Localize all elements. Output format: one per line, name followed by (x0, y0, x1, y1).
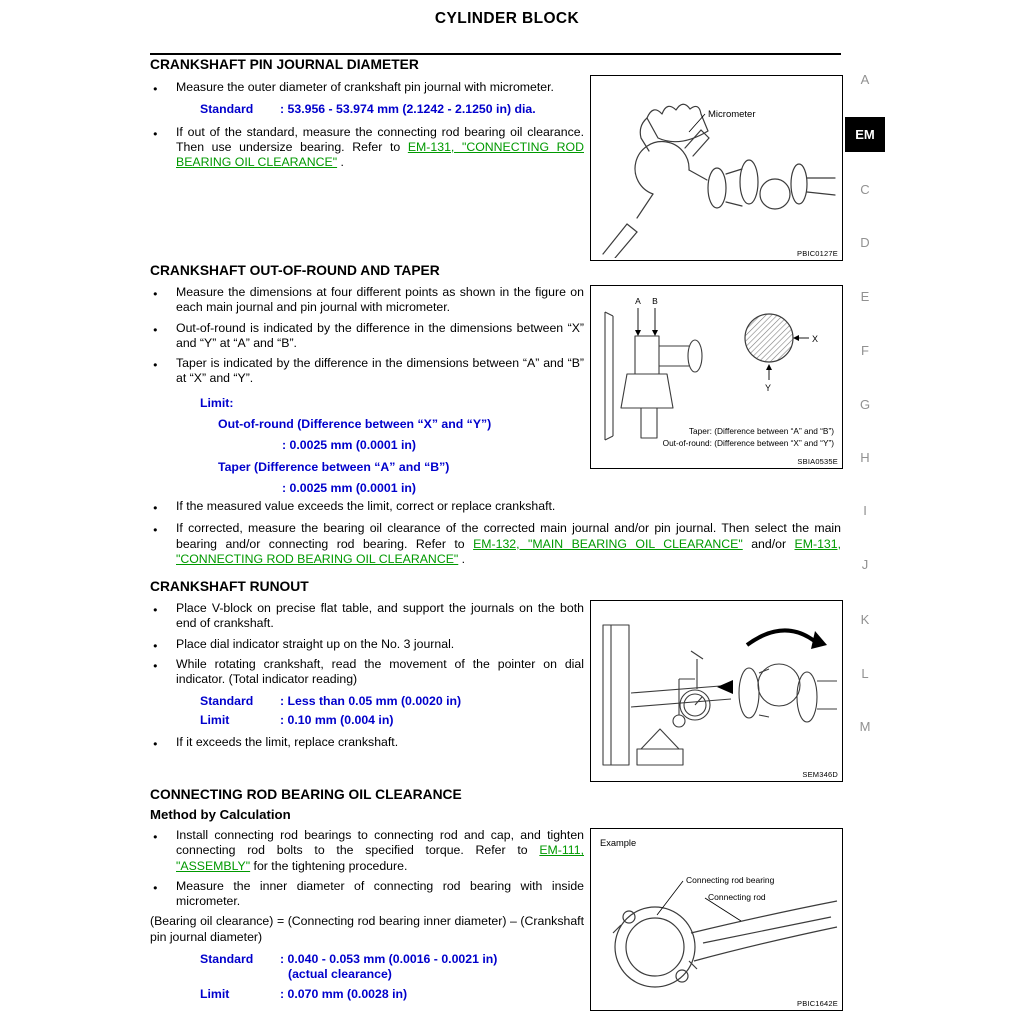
spec-label: Limit (200, 986, 230, 1001)
bullet-text: Out-of-round is indicated by the difference in the dimensions between “X” and “Y” at “A” and “B”. (176, 320, 584, 350)
connecting-rod-illustration (591, 829, 840, 1008)
spec-value: : Less than 0.05 mm (0.0020 in) (280, 694, 462, 709)
bullet-item (150, 657, 584, 688)
text-run: . (337, 155, 344, 170)
bullet-text: Place dial indicator straight up on the No. 3 journal. (176, 636, 455, 651)
figure2-caption-taper: Taper: (Difference between “A” and “B”) (688, 426, 834, 436)
bullet-marker (150, 521, 176, 567)
figure-code: PBIC0127E (797, 249, 838, 258)
figure2-label-y: Y (765, 383, 772, 393)
figure2-label-b: B (652, 296, 658, 306)
margin-tab-k: K (860, 612, 870, 627)
bullet-text (176, 125, 584, 171)
bullet-item (150, 499, 841, 514)
section-body-pin-journal (150, 80, 584, 175)
bullet-marker (150, 499, 176, 514)
limit-spec-block (200, 396, 584, 496)
page-title: CYLINDER BLOCK (434, 10, 580, 27)
margin-tab-a: A (860, 72, 870, 87)
cross-reference-link-em131-2[interactable]: EM-131, "CONNECTING ROD BEARING OIL CLEARANCE" (176, 536, 842, 566)
section-body-out-of-round-wide (150, 499, 841, 572)
spec-value (280, 952, 584, 983)
bullet-text: Measure the dimensions at four different points as shown in the figure on each main journal and pin journal with micrometer. (176, 285, 584, 315)
text-run: If out of the standard, measure the connecting rod bearing oil clearance. Then use undersize bearing. Refer to (176, 124, 584, 154)
margin-tab-e: E (860, 289, 870, 304)
figure4-example-label: Example (600, 838, 637, 848)
bullet-text: If it exceeds the limit, replace crankshaft. (176, 735, 399, 750)
crankshaft-micrometer-illustration (591, 76, 840, 258)
spec-limit (200, 713, 584, 728)
bullet-marker (150, 601, 176, 632)
section-body-rod-bearing (150, 807, 584, 1009)
bullet-text: Place V-block on precise flat table, and support the journals on the both end of crankshaft. (176, 601, 584, 631)
out-of-round-taper-illustration (591, 286, 840, 466)
cross-reference-link-em131[interactable]: EM-131, "CONNECTING ROD BEARING OIL CLEARANCE" (176, 139, 584, 170)
bullet-item (150, 521, 841, 567)
spec-standard (200, 694, 584, 709)
margin-tab-l: L (861, 666, 869, 681)
bullet-item (150, 735, 584, 750)
figure4-callout-bearing: Connecting rod bearing (686, 875, 775, 885)
bullet-marker (150, 285, 176, 316)
text-run: and/or (742, 536, 795, 551)
text-run: Install connecting rod bearings to connecting rod and cap, and tighten connecting rod bolts to the specified torque. Refer to (176, 828, 584, 858)
spec-value: : 0.10 mm (0.004 in) (280, 712, 394, 727)
spec-value-main: : 0.040 - 0.053 mm (0.0016 - 0.0021 in) (280, 952, 498, 967)
bullet-text: Measure the outer diameter of crankshaft pin journal with micrometer. (176, 80, 554, 94)
figure-pin-journal-micrometer (590, 75, 843, 261)
spec-value-note: (actual clearance) (288, 967, 392, 982)
runout-dial-indicator-illustration (591, 601, 840, 779)
margin-tab-j: J (861, 557, 869, 572)
bullet-marker (150, 637, 176, 652)
taper-label: Taper (Difference between “A” and “B”) (218, 459, 450, 474)
figure2-label-a: A (635, 296, 641, 306)
taper-value: : 0.0025 mm (0.0001 in) (282, 480, 416, 495)
bullet-item (150, 637, 584, 652)
bullet-item (150, 356, 584, 387)
bullet-item (150, 879, 584, 910)
figure4-callout-rod: Connecting rod (708, 892, 766, 902)
section-heading-out-of-round-taper: CRANKSHAFT OUT-OF-ROUND AND TAPER (150, 263, 440, 278)
bullet-marker (150, 657, 176, 688)
text-run: If corrected, measure the bearing oil clearance of the corrected main journal and/or pin journal. Then select the main bearing and/or connecting rod bearing. Refer to (176, 521, 841, 551)
bullet-marker (150, 321, 176, 352)
figure-connecting-rod (590, 828, 843, 1011)
margin-tab-h: H (860, 450, 870, 465)
margin-tab-i: I (863, 503, 867, 518)
bullet-marker (150, 735, 176, 750)
margin-tab-em-active: EM (845, 117, 885, 152)
figure-crankshaft-runout (590, 600, 843, 782)
spec-standard (200, 102, 584, 117)
figure2-caption-out-of-round: Out-of-round: (Difference between “X” and “Y”) (662, 438, 834, 448)
bullet-text: If the measured value exceeds the limit, correct or replace crankshaft. (176, 499, 556, 513)
spec-label: Standard (200, 952, 254, 967)
spec-label: Standard (200, 694, 254, 709)
cross-reference-link-em111[interactable]: EM-111, "ASSEMBLY" (176, 843, 584, 873)
spec-value: : 0.070 mm (0.0028 in) (280, 986, 408, 1001)
bullet-text: While rotating crankshaft, read the movement of the pointer on dial indicator. (Total indicator reading) (176, 656, 584, 687)
section-body-runout (150, 601, 584, 755)
bullet-text (176, 521, 841, 567)
margin-tab-f: F (861, 343, 869, 358)
spec-value: : 53.956 - 53.974 mm (2.1242 - 2.1250 in) dia. (280, 102, 536, 117)
figure-code: PBIC1642E (797, 999, 838, 1008)
bullet-item (150, 321, 584, 352)
margin-tab-g: G (859, 397, 871, 412)
spec-standard (200, 952, 584, 983)
spec-limit (200, 987, 584, 1002)
section-heading-crankshaft-runout: CRANKSHAFT RUNOUT (150, 579, 309, 594)
content-top-rule (150, 53, 841, 55)
figure1-callout-micrometer: Micrometer (708, 109, 756, 120)
bullet-item (150, 828, 584, 874)
bullet-marker (150, 125, 176, 171)
figure-code: SEM346D (802, 770, 838, 779)
section-body-out-of-round (150, 285, 584, 502)
bullet-item (150, 285, 584, 316)
bullet-marker (150, 879, 176, 910)
spec-label: Standard (200, 102, 254, 117)
bullet-item (150, 601, 584, 632)
bullet-marker (150, 356, 176, 387)
section-heading-pin-journal-diameter: CRANKSHAFT PIN JOURNAL DIAMETER (150, 57, 419, 72)
bullet-item (150, 80, 584, 95)
bullet-text (176, 828, 584, 874)
bullet-text: Measure the inner diameter of connecting rod bearing with inside micrometer. (176, 878, 584, 909)
cross-reference-link-em132[interactable]: EM-132, "MAIN BEARING OIL CLEARANCE" (473, 536, 743, 551)
out-of-round-value: : 0.0025 mm (0.0001 in) (282, 438, 416, 453)
section-heading-rod-bearing-oil-clearance: CONNECTING ROD BEARING OIL CLEARANCE (150, 787, 462, 802)
out-of-round-label: Out-of-round (Difference between “X” and “Y”) (218, 417, 492, 432)
margin-tab-m: M (859, 719, 871, 734)
margin-tab-d: D (860, 235, 870, 250)
oil-clearance-formula: (Bearing oil clearance) = (Connecting rod bearing inner diameter) – (Crankshaft pin journal diameter) (150, 914, 584, 944)
margin-tab-c: C (860, 182, 870, 197)
figure-code: SBIA0535E (797, 457, 838, 466)
limit-label: Limit: (200, 395, 234, 410)
bullet-marker (150, 828, 176, 874)
bullet-text: Taper is indicated by the difference in the dimensions between “A” and “B” at “X” and “Y”. (176, 356, 584, 386)
sub-heading-method-by-calculation: Method by Calculation (150, 807, 291, 822)
figure2-label-x: X (812, 334, 819, 344)
bullet-item (150, 125, 584, 171)
spec-label: Limit (200, 712, 230, 727)
text-run: for the tightening procedure. (250, 858, 408, 873)
figure-out-of-round-taper (590, 285, 843, 469)
bullet-marker (150, 80, 176, 95)
text-run: . (458, 551, 466, 566)
